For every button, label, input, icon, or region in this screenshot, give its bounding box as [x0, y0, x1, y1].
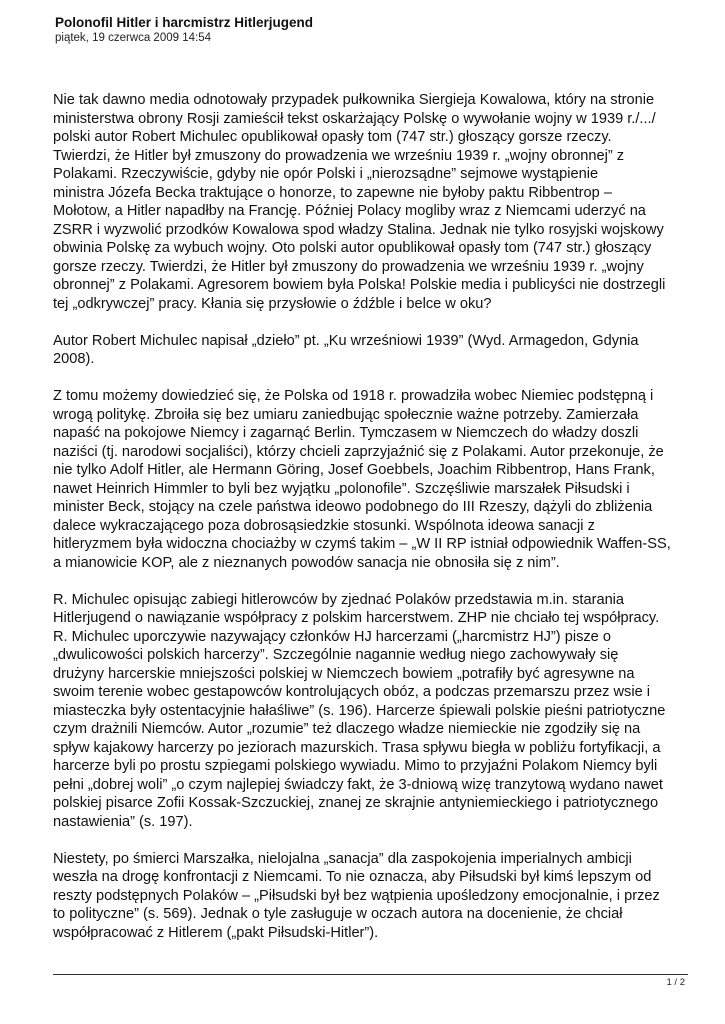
paragraph-line: weszła na drogę konfrontacji z Niemcami. To nie oznacza, aby Piłsudski był kimś lepszym od [53, 869, 652, 885]
paragraph-line: dalece wykraczającego poza dobrosąsiedzkie stosunki. Wspólnota ideowa sanacji z [53, 517, 595, 534]
paragraph-line: hitleryzmem była widoczna chociażby w czymś takim – „W II RP istniał odpowiednik Waffen-SS, [53, 536, 671, 552]
paragraph-line: nawet Heinrich Himmler to byli bez wyjątku „polonofile”. Szczęśliwie marszałek Piłsudski i [53, 480, 630, 497]
paragraph-line: drużyny harcerskie mniejszości polskiej w Niemczech bowiem „potrafiły być agresywne na [53, 665, 635, 682]
paragraph-line: ministerstwa obrony Rosji zamieścił tekst oskarżający Polskę o wywołanie wojny w 1939 r./.../ [53, 110, 656, 127]
paragraph-line: ministra Józefa Becka traktujące o honorze, to zapewne nie byłoby paktu Ribbentrop – [53, 184, 612, 201]
paragraph-line: „dwulicowości polskich harcerzy”. Szczególnie nagannie według niego zachowywały się [53, 647, 619, 663]
paragraph-line: harcerze byli po prostu szpiegami polskiego wywiadu. Mimo to przyjaźni Polakom Niemcy byli [53, 758, 658, 774]
paragraph-line: gorsze rzeczy. Twierdzi, że Hitler był zmuszony do prowadzenia we wrześniu 1939 r. „wojny [53, 258, 644, 275]
article-body [53, 91, 685, 961]
paragraph-line: 2008). [53, 351, 95, 367]
paragraph-line: polskiej pisarce Zofii Kossak-Szczuckiej, znanej ze skrajnie antyniemieckiego i patriotycznego [53, 795, 659, 811]
paragraph-line: nie tylko Adolf Hitler, ale Hermann Göring, Josef Goebbels, Joachim Ribbentrop, Hans Frank, [53, 462, 655, 478]
article-date: piątek, 19 czerwca 2009 14:54 [55, 32, 211, 44]
paragraph-line: Hitlerjugend o nawiązanie współpracy z polskim harcerstwem. ZHP nie chciało tej współpracy. [53, 610, 660, 626]
paragraph-line: swoim terenie wobec gestapowców kontrolujących obóz, a podczas przemarszu przez wsie i [53, 684, 650, 700]
paragraph-line: Twierdzi, że Hitler był zmuszony do prowadzenia we wrześniu 1939 r. „wojny obronnej” z [53, 147, 625, 164]
paragraph-line: ZSRR i wyzwolić przodków Kowalowa spod władzy Stalina. Jednak nie tylko rosyjski wojskowy [53, 221, 664, 238]
paragraph-line: nastawienia” (s. 197). [53, 813, 193, 830]
paragraph-line: spływ kajakowy harcerzy po jeziorach mazurskich. Trasa spływu biegła w pobliżu fortyfikacji, a [53, 739, 661, 756]
paragraph-line: a mianowicie KOP, ale z nieznanych powodów sanacja nie obnosiła się z nim”. [53, 554, 560, 571]
paragraph-line: tej „odkrywczej” pracy. Kłania się przysłowie o źdźble i belce w oku? [53, 295, 492, 312]
article-paragraph [53, 591, 685, 832]
paragraph-line: napaść na pokojowe Niemcy i zagarnąć Berlin. Tymczasem w Niemczech do władzy doszli [53, 425, 639, 441]
article-title: Polonofil Hitler i harcmistrz Hitlerjugend [55, 15, 314, 30]
article-paragraph [53, 332, 685, 369]
paragraph-line: reszty podstępnych Polaków – „Piłsudski był bez wątpienia upośledzony emocjonalnie, i przez [53, 887, 660, 904]
paragraph-line: Mołotow, a Hitler napadłby na Francję. Później Polacy mogliby wraz z Niemcami uderzyć na [53, 203, 646, 219]
paragraph-line: wrogą politykę. Zbroiła się bez umiaru zaniedbując społecznie ważne potrzeby. Zamierzała [53, 406, 639, 423]
paragraph-line: miasteczka były ostentacyjnie hałaśliwe” (s. 196). Harcerze śpiewali polskie pieśni patriotyczne [53, 702, 666, 719]
paragraph-line: Nie tak dawno media odnotowały przypadek pułkownika Siergieja Kowalowa, który na stronie [53, 92, 655, 108]
paragraph-line: obwinia Polskę za wybuch wojny. Oto polski autor opublikował opasły tom (747 str.) głoszący [53, 240, 652, 256]
paragraph-line: Autor Robert Michulec napisał „dzieło” pt. „Ku wrześniowi 1939” (Wyd. Armagedon, Gdynia [53, 332, 639, 349]
paragraph-line: współpracować z Hitlerem („pakt Piłsudski-Hitler”). [53, 924, 379, 941]
paragraph-line: Polakami. Rzeczywiście, gdyby nie opór Polski i „nierozsądne” sejmowe wystąpienie [53, 166, 599, 182]
paragraph-line: obronnej” z Polakami. Agresorem bowiem była Polska! Polskie media i publicyści nie dostrzegli [53, 277, 666, 293]
footer-divider [53, 974, 688, 975]
paragraph-line: to polityczne” (s. 569). Jednak o tyle zasługuje w oczach autora na docenienie, że chciał [53, 906, 623, 922]
article-paragraph [53, 850, 685, 943]
page-number: 1 / 2 [666, 977, 685, 988]
paragraph-line: naziści (tj. narodowi socjaliści), którzy chcieli zaprzyjaźnić się z Polakami. Autor przekonuje, że [53, 443, 664, 460]
article-paragraph [53, 91, 685, 313]
paragraph-line: pełni „dobrej woli” „o czym najlepiej świadczy fakt, że 3-dniową wizę tranzytową wydano nawet [53, 776, 663, 793]
document-header [55, 15, 685, 46]
paragraph-line: polski autor Robert Michulec opublikował opasły tom (747 str.) głoszący gorsze rzeczy. [53, 129, 612, 145]
paragraph-line: Niestety, po śmierci Marszałka, nielojalna „sanacja” dla zaspokojenia imperialnych ambicji [53, 850, 632, 867]
paragraph-line: Z tomu możemy dowiedzieć się, że Polska od 1918 r. prowadziła wobec Niemiec podstępną i [53, 388, 654, 404]
paragraph-line: R. Michulec opisując zabiegi hitlerowców by zjednać Polaków przedstawia m.in. starania [53, 591, 625, 608]
article-paragraph [53, 387, 685, 572]
paragraph-line: minister Beck, stojący na czele państwa ideowo podobnego do III Rzeszy, dążyli do zbliżenia [53, 499, 653, 515]
paragraph-line: R. Michulec uporczywie nazywający członków HJ harcerzami („harcmistrz HJ”) pisze o [53, 628, 611, 645]
paragraph-line: czym drażnili Niemców. Autor „rozumie” też dlaczego władze niemieckie nie zgodziły się na [53, 721, 641, 737]
